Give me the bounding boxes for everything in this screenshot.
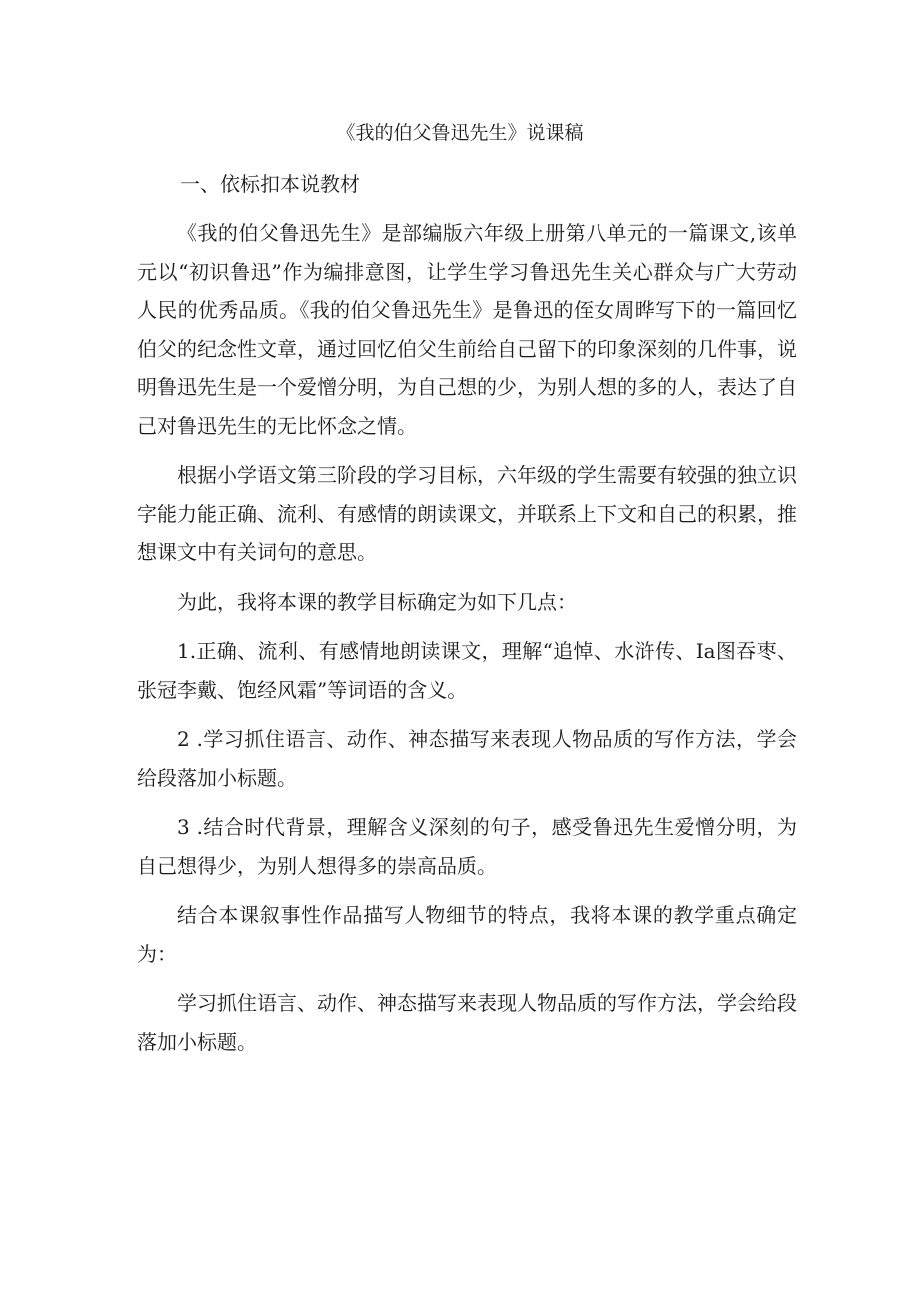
paragraph-key-point: 学习抓住语言、动作、神态描写来表现人物品质的写作方法，学会给段落加小标题。 bbox=[137, 991, 797, 1054]
objective-item-2: 2 .学习抓住语言、动作、神态描写来表现人物品质的写作方法，学会给段落加小标题。 bbox=[137, 727, 797, 790]
paragraph-key-points-intro: 结合本课叙事性作品描写人物细节的特点，我将本课的教学重点确定为： bbox=[137, 903, 797, 966]
objective-item-1: 1.正确、流利、有感情地朗读课文，理解“追悼、水浒传、Ia图吞枣、张冠李戴、饱经风霜”等词语的含义。 bbox=[137, 639, 797, 702]
section-heading: 一、依标扣本说教材 bbox=[180, 172, 360, 196]
paragraph-objectives-intro: 为此，我将本课的教学目标确定为如下几点： bbox=[177, 589, 577, 614]
paragraph-learning-goals: 根据小学语文第三阶段的学习目标，六年级的学生需要有较强的独立识字能力能正确、流利、有感情的朗读课文，并联系上下文和自己的积累，推想课文中有关词句的意思。 bbox=[137, 463, 797, 564]
document-title: 《我的伯父鲁迅先生》说课稿 bbox=[336, 122, 584, 144]
paragraph-intro: 《我的伯父鲁迅先生》是部编版六年级上册第八单元的一篇课文,该单元以“初识鲁迅”作为编排意图，让学生学习鲁迅先生关心群众与广大劳动人民的优秀品质。《我的伯父鲁迅先生》是鲁迅的侄女周晔写下的一篇回忆伯父的纪念性文章，通过回忆伯父生前给自己留下的印象深刻的几件事，说明鲁迅先生是一个爱憎分明，为自己想的少，为别人想的多的人，表达了自己对鲁迅先生的无比怀念之情。 bbox=[137, 221, 797, 438]
document-body bbox=[137, 214, 797, 1061]
objective-item-3: 3 .结合时代背景，理解含义深刻的句子，感受鲁迅先生爱憎分明，为自己想得少，为别人想得多的崇高品质。 bbox=[137, 815, 797, 878]
